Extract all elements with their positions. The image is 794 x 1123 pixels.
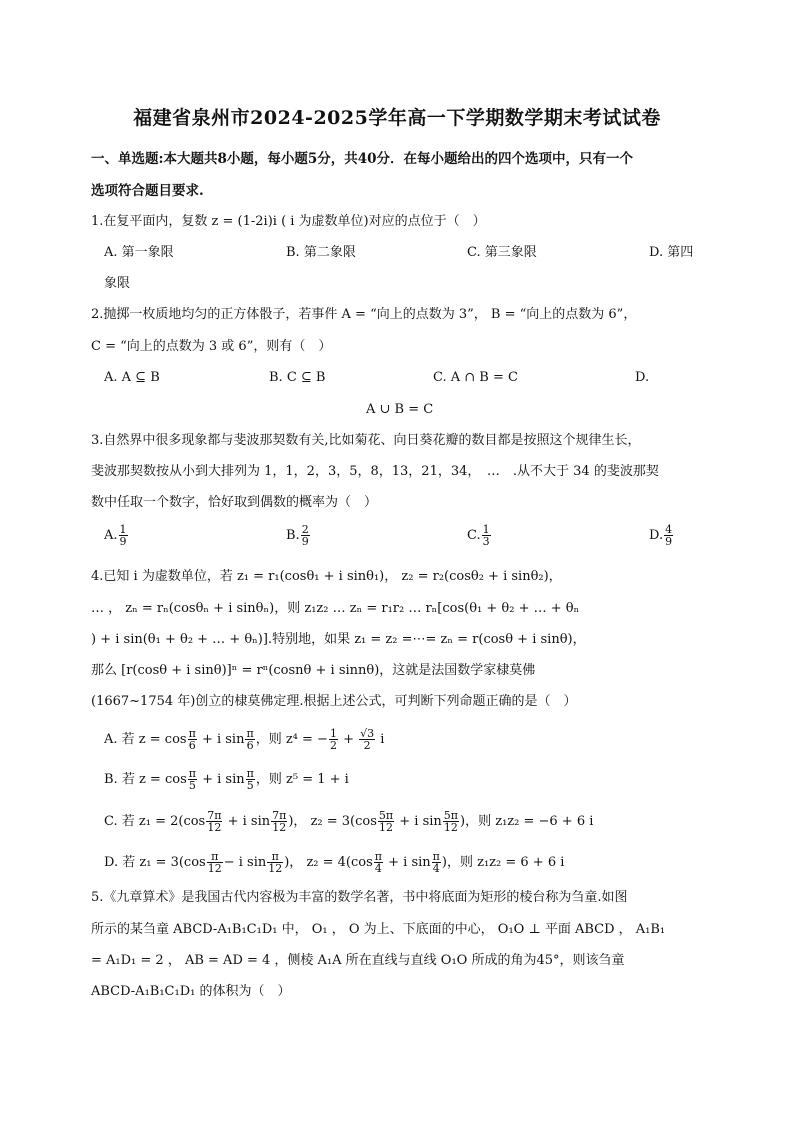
q5-stem-line1: 5.《九章算术》是我国古代内容极为丰富的数学名著，书中将底面为矩形的棱台称为刍童.如图 (91, 890, 628, 905)
q3-option-d: D. $\frac{4}{9}$ (649, 523, 673, 548)
q5-stem-line4: ABCD-A₁B₁C₁D₁ 的体积为（ ） (91, 984, 291, 999)
q3-option-c-fraction: $\frac{1}{3}$ (482, 523, 490, 548)
q3-option-a-fraction: $\frac{1}{9}$ (119, 523, 127, 548)
q4-option-a: A. 若 z = cos $\frac{\pi}{6}$ + i sin $\frac{\pi}{6}$ ，则 z⁴ = − $\frac{1}{2}$ + $\frac{√3}{2}$ i (104, 727, 385, 752)
q1-option-d-wrap: 象限 (104, 276, 131, 291)
q1-option-d: D. 第四 (649, 245, 694, 260)
section-heading-line1: 一、单选题:本大题共8小题，每小题5分，共40分．在每小题给出的四个选项中，只有一个 (91, 151, 634, 167)
q3-option-c: C. $\frac{1}{3}$ (467, 523, 490, 548)
q3-option-b-fraction: $\frac{2}{9}$ (301, 523, 309, 548)
q5-stem-line2: 所示的某刍童 ABCD-A₁B₁C₁D₁ 中， O₁ ， O 为上、下底面的中心， O₁O ⊥ 平面 ABCD ， A₁B₁ (91, 922, 666, 937)
q4-option-c: C. 若 z₁ = 2(cos $\frac{7\pi}{12}$ + i sin $\frac{7\pi}{12}$ )， z₂ = 3(cos $\frac{5\pi}{12}$ + i sin $\frac{5\pi}{12}$ )，则 z₁z₂ = −6 + 6 i (104, 809, 594, 834)
q4-stem-line4: 那么 [r(cosθ + i sinθ)]ⁿ = rⁿ(cosnθ + i sinnθ)，这就是法国数学家棣莫佛 (91, 663, 536, 678)
q3-stem-line3: 数中任取一个数字，恰好取到偶数的概率为（ ） (91, 495, 378, 510)
q2-option-d-wrap: A ∪ B = C (366, 402, 434, 417)
q2-stem-line1: 2.抛掷一枚质地均匀的正方体骰子，若事件 A = “向上的点数为 3”， B = “向上的点数为 6”， (91, 307, 637, 322)
q3-stem-line2: 斐波那契数按从小到大排列为 1，1，2，3，5，8，13，21，34， … .从不大于 34 的斐波那契 (91, 464, 659, 479)
q4-stem-line1: 4.已知 i 为虚数单位，若 z₁ = r₁(cosθ₁ + i sinθ₁)， z₂ = r₂(cosθ₂ + i sinθ₂)， (91, 569, 562, 584)
q2-option-d: D. (635, 370, 650, 385)
q3-option-d-fraction: $\frac{4}{9}$ (665, 523, 673, 548)
section-heading-line2: 选项符合题目要求. (91, 183, 204, 199)
q4-option-b: B. 若 z = cos $\frac{\pi}{5}$ + i sin $\frac{\pi}{5}$ ，则 z⁵ = 1 + i (104, 767, 349, 792)
q2-option-b: B. C ⊆ B (269, 370, 326, 385)
q1-stem: 1.在复平面内，复数 z = (1-2i)i ( i 为虚数单位)对应的点位于（ ） (91, 214, 486, 229)
q3-stem-line1: 3.自然界中很多现象都与斐波那契数有关,比如菊花、向日葵花瓣的数目都是按照这个规律生长， (91, 433, 641, 448)
q4-stem-line2: … ， zₙ = rₙ(cosθₙ + i sinθₙ)，则 z₁z₂ … zₙ = r₁r₂ … rₙ[cos(θ₁ + θ₂ + … + θₙ (91, 601, 580, 616)
q5-stem-line3: = A₁D₁ = 2 ， AB = AD = 4 ，侧棱 A₁A 所在直线与直线 O₁O 所成的角为45°，则该刍童 (91, 953, 625, 968)
q1-option-c: C. 第三象限 (467, 245, 537, 260)
q3-option-a: A. $\frac{1}{9}$ (104, 523, 127, 548)
q4-stem-line3: ) + i sin(θ₁ + θ₂ + … + θₙ)].特别地，如果 z₁ = z₂ =⋯= zₙ = r(cosθ + i sinθ)， (91, 632, 586, 647)
q3-option-b: B. $\frac{2}{9}$ (286, 523, 309, 548)
page-title: 福建省泉州市2024-2025学年高一下学期数学期末考试试卷 (133, 107, 661, 129)
q1-option-b: B. 第二象限 (286, 245, 356, 260)
q2-option-c: C. A ∩ B = C (433, 370, 518, 385)
q2-option-a: A. A ⊆ B (104, 370, 160, 385)
q4-stem-line5: (1667~1754 年)创立的棣莫佛定理.根据上述公式，可判断下列命题正确的是（ ） (91, 694, 577, 709)
q1-option-a: A. 第一象限 (104, 245, 174, 260)
q4-option-d: D. 若 z₁ = 3(cos $\frac{\pi}{12}$ − i sin $\frac{\pi}{12}$ )， z₂ = 4(cos $\frac{\pi}{4}$ + i sin $\frac{\pi}{4}$ )，则 z₁z₂ = 6 + 6 i (104, 850, 565, 875)
q2-stem-line2: C = “向上的点数为 3 或 6”，则有（ ） (91, 339, 332, 354)
